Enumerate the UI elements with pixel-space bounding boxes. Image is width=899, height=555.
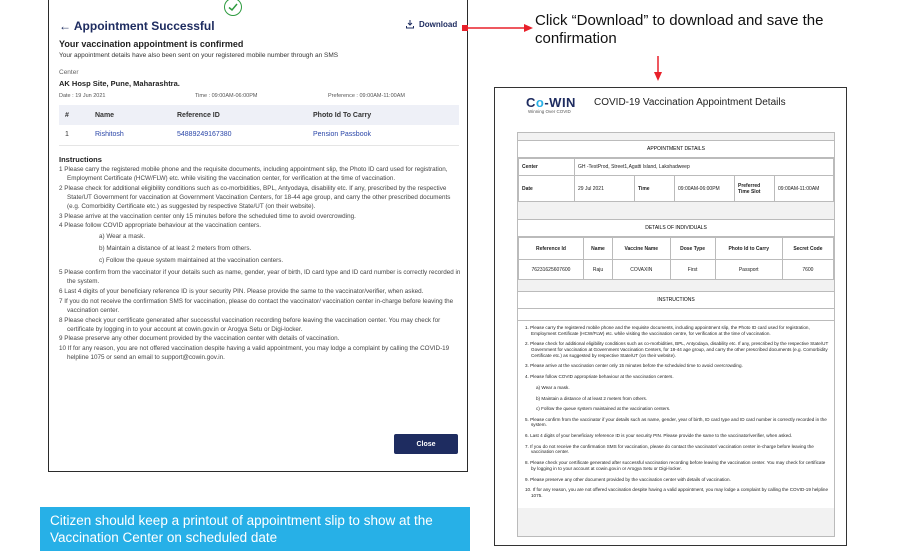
document-title: COVID-19 Vaccination Appointment Details — [594, 97, 786, 108]
date-label: Date — [519, 176, 575, 202]
center-value: GH -TestProd, Street1,Agatti Island, Lakshadweep — [575, 159, 834, 176]
instruction-sub-item: a) Wear a mask. — [99, 233, 146, 241]
page-title: ← Appointment Successful — [59, 19, 215, 33]
instruction-item: 8 Please check your certificate generated after successful vaccination recording before leaving the vaccination center. You may check for certificate by logging in to your account at cowin.gov.in or Arogya Setu or Digi-locker. — [59, 316, 441, 333]
instruction-sub-item: c) Follow the queue system maintained at the vaccination centers. — [536, 406, 671, 412]
instructions-title: Instructions — [59, 155, 102, 164]
beneficiary-name: Rishitosh — [89, 125, 171, 145]
instruction-item: 10. If for any reason, you are not offered vaccination despite having a valid appointment, you may lodge a complaint by calling the COVID-19 helpline 1075. — [525, 487, 829, 498]
instruction-item: 6 Last 4 digits of your beneficiary reference ID is your security PIN. Please provide the same to the vaccinator/verifier, when asked. — [59, 287, 424, 295]
instructions-list — [59, 166, 461, 364]
instruction-item: 9 Please preserve any other document provided by the vaccination center with details of vaccination. — [59, 335, 340, 343]
instruction-item: 10 If for any reason, you are not offered vaccination despite having a valid appointment, you may lodge a complaint by calling the COVID-19 helpline 1075 or send an email to support@cowin.gov.in. — [59, 345, 450, 362]
column-header: Reference ID — [171, 105, 307, 125]
instruction-item: 9. Please preserve any other document provided by the vaccination center with details of vaccination. — [525, 476, 731, 482]
slot-value: 09:00AM-11:00AM — [775, 176, 834, 202]
cowin-logo — [526, 95, 576, 110]
column-header: Secret Code — [782, 238, 833, 260]
time-label: Time — [635, 176, 675, 202]
beneficiary-name: Raju — [583, 260, 612, 280]
appointment-details-table — [518, 158, 834, 202]
date-value: 29 Jul 2021 — [575, 176, 635, 202]
instruction-sub-item: b) Maintain a distance of at least 2 meters from others. — [99, 245, 252, 253]
individuals-table — [518, 237, 834, 280]
arrow-to-document — [654, 56, 662, 81]
logo-part: -WIN — [544, 95, 576, 110]
close-button[interactable]: Close — [394, 434, 458, 454]
column-header: Name — [89, 105, 171, 125]
slot-label: Preferred Time Slot — [735, 176, 775, 202]
column-header: # — [59, 105, 89, 125]
instruction-item: 7. If you do not receive the confirmation SMS for vaccination, please do contact the vaccinator/ vaccination center in-charge before leaving the vaccination center. — [525, 443, 814, 455]
table-row — [519, 238, 834, 260]
sms-note: Your appointment details have also been sent on your registered mobile number through an SMS — [59, 52, 339, 59]
appointment-preference: Preference : 09:00AM-11:00AM — [328, 93, 405, 99]
document-body — [517, 132, 835, 537]
column-header: Reference Id — [519, 238, 584, 260]
individuals-section-title: DETAILS OF INDIVIDUALS — [518, 220, 834, 237]
dose-type: First — [670, 260, 715, 280]
appointment-section-title: APPOINTMENT DETAILS — [518, 141, 834, 158]
appointment-slip-document — [494, 87, 847, 546]
instruction-item: 4. Please follow COVID appropriate behaviour at the vaccination centers. — [525, 374, 674, 380]
instruction-sub-item: a) Wear a mask. — [536, 384, 570, 390]
download-label: Download — [419, 19, 458, 29]
instruction-item: 2. Please check for additional eligibility conditions such as co-morbidities, BPL, Antyodaya, disability etc. If any, prescribed by the respective State/UT Government for vaccination at Government Vaccination Centers, for 18-44 age group, and carry the other prescribed documents (e.g. Comorbidity Certificate etc.) as suggested by respective State/UT (on their website). — [525, 341, 829, 358]
instruction-item: 5. Please confirm from the vaccinator if your details such as name, gender, year of birth, ID card type and ID card number is correctly recorded in the system. — [525, 416, 827, 428]
appointment-success-panel — [48, 0, 468, 472]
table-row — [519, 159, 834, 176]
reference-id: 76231625607600 — [519, 260, 584, 280]
instruction-item: 7 If you do not receive the confirmation SMS for vaccination, please do contact the vaccinator/ vaccination center in-charge before leaving the vaccination center. — [59, 297, 454, 314]
logo-tagline: Winning Over COVID — [528, 109, 571, 114]
logo-part: o — [535, 95, 545, 110]
download-icon — [405, 19, 415, 29]
column-header: Photo Id To Carry — [307, 105, 459, 125]
appointment-date: Date : 19 Jun 2021 — [59, 93, 106, 99]
instruction-item: 1 Please carry the registered mobile phone and the requisite documents, including appointment slip, the Photo ID card used for registration, Employment Certificate (HCW/FLW) etc. while visiting the vaccination center, for verification at the time of vaccination. — [59, 166, 448, 182]
document-instructions — [518, 321, 834, 508]
secret-code: 7600 — [782, 260, 833, 280]
confirmation-heading: Your vaccination appointment is confirmed — [59, 39, 244, 49]
center-label: Center — [59, 69, 79, 76]
table-row — [519, 260, 834, 280]
logo-part: C — [526, 95, 536, 110]
instruction-item: 1. Please carry the registered mobile phone and the requisite documents, including appointment slip, the Photo ID card used for registration, Employment Certificate (HCW/FLW) etc. while visiting the vaccination centre, for verification at the time of vaccination. — [525, 325, 810, 336]
column-header: Dose Type — [670, 238, 715, 260]
column-header: Photo Id to Carry — [715, 238, 782, 260]
instruction-sub-item: c) Follow the queue system maintained at the vaccination centers. — [99, 257, 284, 265]
beneficiary-table — [59, 105, 459, 146]
photo-id: Pension Passbook — [307, 125, 459, 145]
appointment-time: Time : 09:00AM-06:00PM — [195, 93, 258, 99]
spacer — [518, 309, 834, 321]
table-row — [519, 176, 834, 202]
instruction-item: 3 Please arrive at the vaccination center only 15 minutes before the scheduled time to avoid overcrowding. — [59, 212, 356, 220]
download-callout-text: Click “Download” to download and save the confirmation — [535, 12, 824, 47]
instruction-item: 4 Please follow COVID appropriate behaviour at the vaccination centers. — [59, 222, 261, 230]
instruction-sub-item: b) Maintain a distance of at least 2 meters from others. — [536, 395, 648, 401]
time-value: 09:00AM-06:00PM — [675, 176, 735, 202]
center-label: Center — [519, 159, 575, 176]
column-header: Vaccine Name — [613, 238, 670, 260]
instruction-item: 3. Please arrive at the vaccination center only 15 minutes before the scheduled time to avoid overcrowding. — [525, 363, 743, 369]
instruction-item: 5 Please confirm from the vaccinator if your details such as name, gender, year of birth, ID card type and ID card number is correctly recorded in the system. — [59, 269, 461, 285]
arrow-to-download — [462, 24, 533, 32]
instruction-item: 2 Please check for additional eligibility conditions such as co-morbidities, BPL, Antyodaya, disability etc. If any, prescribed by the respective State/UT Government for vaccination at Government Vaccination Centers, for 18-44 age group, and carry the other prescribed documents (e.g. Comorbidity Certificate etc.) as suggested by respective State/UT (on their website). — [59, 184, 451, 210]
row-number: 1 — [59, 125, 89, 145]
photo-id: Passport — [715, 260, 782, 280]
instruction-item: 6. Last 4 digits of your beneficiary reference ID is your security PIN. Please provide the same to the vaccinator/verifier, when asked. — [525, 433, 793, 439]
spacer — [518, 133, 834, 141]
success-check-icon — [224, 0, 242, 16]
vaccine-name: COVAXIN — [613, 260, 670, 280]
download-button[interactable] — [405, 19, 457, 29]
spacer — [518, 280, 834, 292]
instruction-item: 8. Please check your certificate generated after successful vaccination recording before leaving the vaccination center. You may check for certificate by logging in to your account at cowin.gov.in or Arogya Setu or Digi-locker. — [525, 460, 826, 471]
center-value: AK Hosp Site, Pune, Maharashtra. — [59, 79, 180, 88]
spacer — [518, 202, 834, 220]
column-header: Name — [583, 238, 612, 260]
printout-note-banner: Citizen should keep a printout of appointment slip to show at the Vaccination Center on scheduled date — [40, 507, 470, 551]
reference-id: 54889249167380 — [171, 125, 307, 145]
table-row — [59, 125, 459, 145]
instructions-section-title: INSTRUCTIONS — [518, 292, 834, 309]
